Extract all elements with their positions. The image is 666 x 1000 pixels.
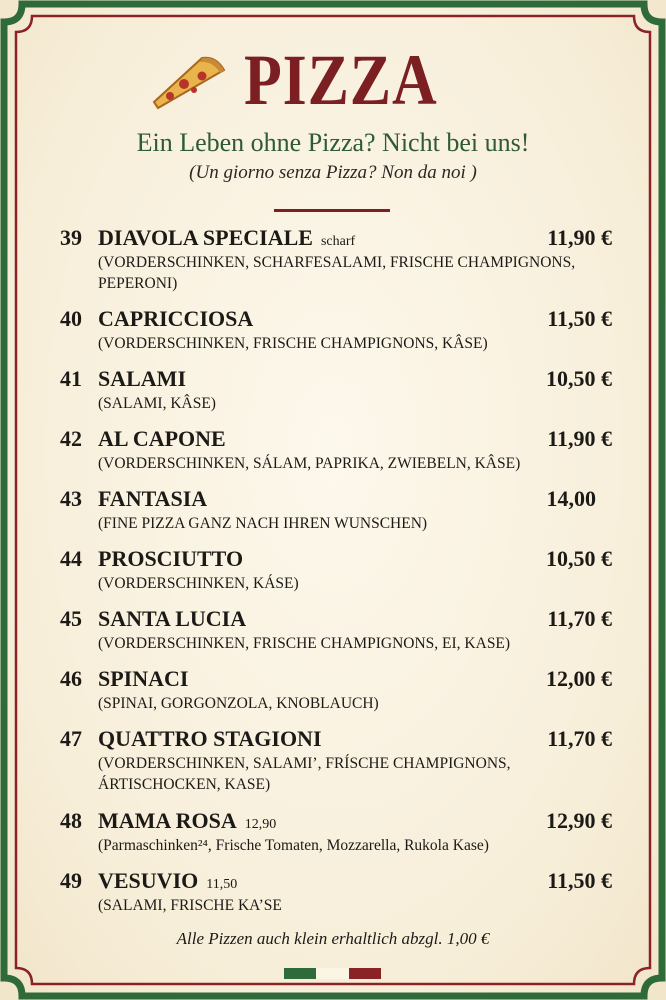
item-name: DIAVOLA SPECIALE scharf xyxy=(98,225,356,250)
item-price: 11,90 € xyxy=(547,225,612,250)
item-note: 12,90 xyxy=(244,817,277,832)
item-price: 11,50 € xyxy=(547,306,612,331)
item-name: SPINACI xyxy=(98,666,189,691)
item-description: (VORDERSCHINKEN, KÁSE) xyxy=(98,575,299,592)
menu-slogan-italian: (Un giorno senza Pizza? Non da noi ) xyxy=(189,162,477,183)
item-price: 11,90 € xyxy=(547,426,612,451)
item-price: 12,00 € xyxy=(546,666,612,691)
item-name: CAPRICCIOSA xyxy=(98,306,254,331)
item-name: QUATTRO STAGIONI xyxy=(98,726,322,751)
item-number: 42 xyxy=(60,426,82,451)
item-number: 47 xyxy=(60,726,82,751)
flag-green-stripe xyxy=(284,968,316,979)
item-number: 46 xyxy=(60,666,82,691)
item-name: SALAMI xyxy=(98,366,187,391)
item-description: (VORDERSCHINKEN, SÁLAM, PAPRIKA, ZWIEBELN, KÂSE) xyxy=(98,455,521,472)
item-price: 10,50 € xyxy=(546,546,612,571)
item-price: 11,70 € xyxy=(547,726,612,751)
item-price: 14,00 xyxy=(546,486,596,511)
item-description: (FINE PIZZA GANZ NACH IHREN WUNSCHEN) xyxy=(98,515,428,532)
item-name: MAMA ROSA 12,90 xyxy=(98,808,277,833)
item-note: scharf xyxy=(320,234,356,249)
item-number: 48 xyxy=(60,808,82,833)
item-number: 44 xyxy=(60,546,82,571)
item-description: (SPINAI, GORGONZOLA, KNOBLAUCH) xyxy=(98,695,379,712)
item-price: 11,70 € xyxy=(547,606,612,631)
item-description: (VORDERSCHINKEN, FRISCHE CHAMPIGNONS, KÂSE) xyxy=(98,335,488,352)
item-description: (VORDERSCHINKEN, SCHARFESALAMI, FRISCHE CHAMPIGNONS, PEPERONI) xyxy=(98,254,576,292)
item-number: 39 xyxy=(60,225,82,250)
item-description: (VORDERSCHINKEN, FRISCHE CHAMPIGNONS, EI, KASE) xyxy=(98,635,511,652)
item-number: 40 xyxy=(60,306,82,331)
page-title: PIZZA xyxy=(244,40,438,120)
item-description: (SALAMI, KÂSE) xyxy=(98,395,216,412)
item-description: (VORDERSCHINKEN, SALAMI’, FRÍSCHE CHAMPIGNONS, ÁRTISCHOCKEN, KASE) xyxy=(98,755,511,793)
item-number: 41 xyxy=(60,366,82,391)
menu-slogan: Ein Leben ohne Pizza? Nicht bei uns! xyxy=(136,128,530,157)
item-name: AL CAPONE xyxy=(98,426,226,451)
item-number: 45 xyxy=(60,606,82,631)
item-name: VESUVIO 11,50 xyxy=(98,868,238,893)
pizza-slice-icon xyxy=(150,52,230,112)
item-price: 12,90 € xyxy=(546,808,612,833)
menu-footer-note: Alle Pizzen auch klein erhaltlich abzgl. 1,00 € xyxy=(176,929,490,948)
item-price: 10,50 € xyxy=(546,366,612,391)
item-number: 43 xyxy=(60,486,82,511)
flag-white-stripe xyxy=(316,968,349,979)
item-name: PROSCIUTTO xyxy=(98,546,244,571)
title-divider xyxy=(274,209,390,212)
item-note: 11,50 xyxy=(206,877,238,892)
flag-red-stripe xyxy=(349,968,381,979)
item-price: 11,50 € xyxy=(547,868,612,893)
item-description: (Parmaschinken²⁴, Frische Tomaten, Mozzarella, Rukola Kase) xyxy=(98,837,489,854)
item-name: SANTA LUCIA xyxy=(98,606,247,631)
item-name: FANTASIA xyxy=(98,486,208,511)
item-number: 49 xyxy=(60,868,82,893)
item-description: (SALAMI, FRISCHE KA’SE xyxy=(98,897,282,914)
